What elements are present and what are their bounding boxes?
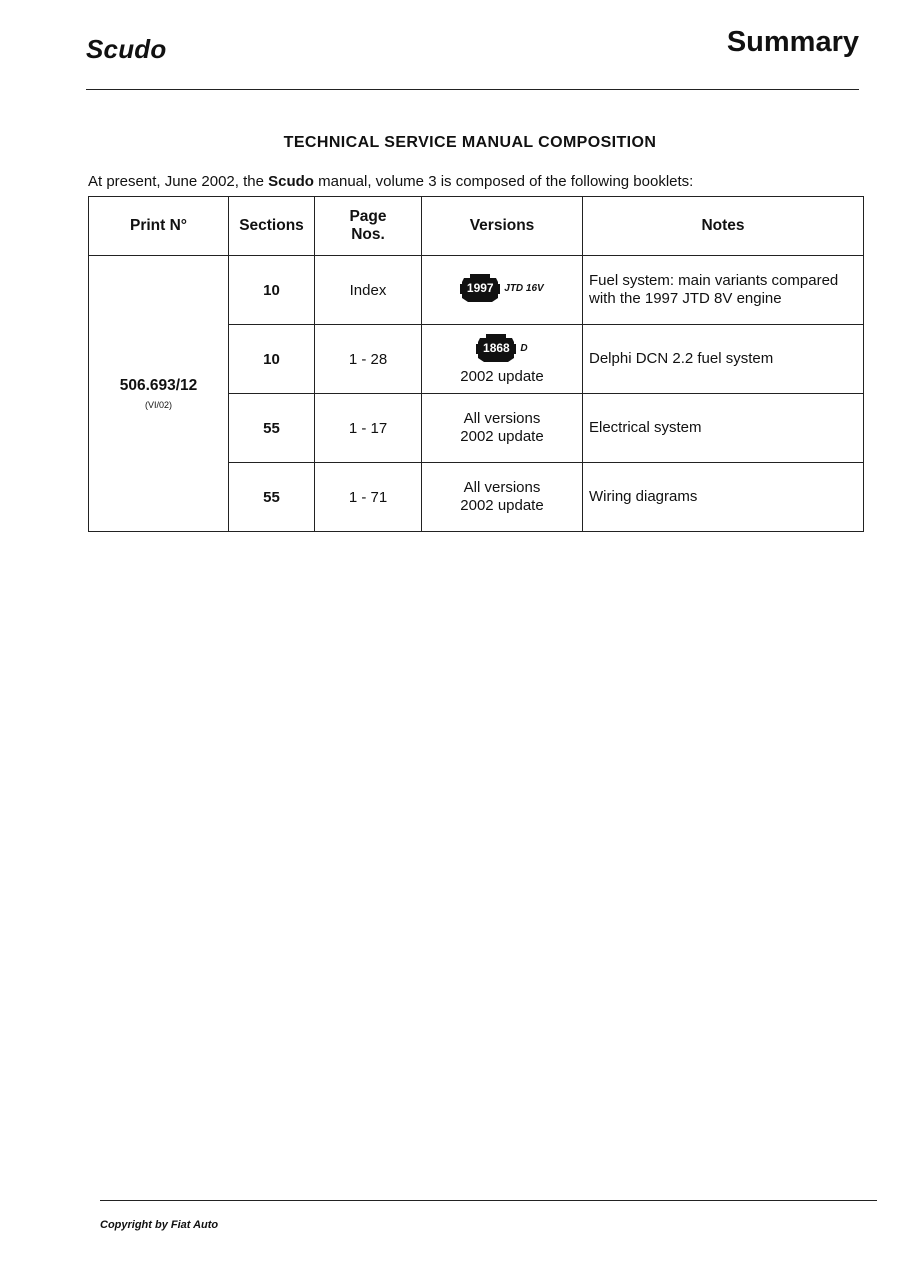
section-cell: 10 (229, 325, 315, 394)
intro-text (88, 173, 693, 190)
version-line-1: All versions (463, 479, 541, 496)
brand-title: Scudo (86, 34, 167, 64)
pages-cell: Index (315, 256, 422, 325)
engine-badge (476, 332, 527, 364)
intro-bold: Scudo (268, 173, 314, 190)
versions-cell (422, 394, 583, 463)
section-cell: 55 (229, 394, 315, 463)
print-date: (VI/02) (144, 400, 172, 410)
notes-cell: Electrical system (583, 394, 864, 463)
header-notes: Notes (583, 197, 864, 256)
version-line-2: 2002 update (460, 428, 544, 445)
version-line-1: All versions (463, 410, 541, 427)
versions-cell (422, 325, 583, 394)
print-number-cell (89, 256, 229, 532)
section-cell: 10 (229, 256, 315, 325)
notes-cell: Delphi DCN 2.2 fuel system (583, 325, 864, 394)
pages-cell: 1 - 17 (315, 394, 422, 463)
notes-cell: Fuel system: main variants compared with the 1997 JTD 8V engine (583, 256, 864, 325)
notes-cell: Wiring diagrams (583, 463, 864, 532)
engine-badge (460, 272, 543, 304)
table-header-row (89, 197, 864, 256)
print-number: 506.693/12 (119, 377, 198, 394)
table-row (89, 256, 864, 325)
section-cell: 55 (229, 463, 315, 532)
composition-table (88, 196, 864, 532)
engine-type: JTD 16V (504, 282, 544, 294)
version-line-2: 2002 update (460, 497, 544, 514)
versions-cell (422, 463, 583, 532)
intro-after: manual, volume 3 is composed of the following booklets: (313, 173, 694, 190)
engine-icon (460, 272, 500, 304)
header-divider (86, 89, 859, 90)
footer-divider (100, 1200, 877, 1201)
engine-number: 1868 (483, 341, 510, 355)
engine-number: 1997 (466, 281, 494, 295)
pages-cell: 1 - 71 (315, 463, 422, 532)
header-print-no: Print N° (89, 197, 229, 256)
pages-cell: 1 - 28 (315, 325, 422, 394)
section-title: Summary (726, 26, 859, 58)
page-heading: TECHNICAL SERVICE MANUAL COMPOSITION (283, 134, 657, 151)
header-nos: Nos. (351, 226, 385, 243)
header-page: Page (349, 208, 387, 225)
header-versions: Versions (422, 197, 583, 256)
header-page-nos (315, 197, 422, 256)
engine-type: D (520, 342, 528, 354)
engine-icon (476, 332, 516, 364)
versions-cell (422, 256, 583, 325)
copyright: Copyright by Fiat Auto (100, 1219, 219, 1231)
intro-before: At present, June 2002, the (88, 173, 269, 190)
header-sections: Sections (229, 197, 315, 256)
version-text: 2002 update (460, 368, 544, 385)
